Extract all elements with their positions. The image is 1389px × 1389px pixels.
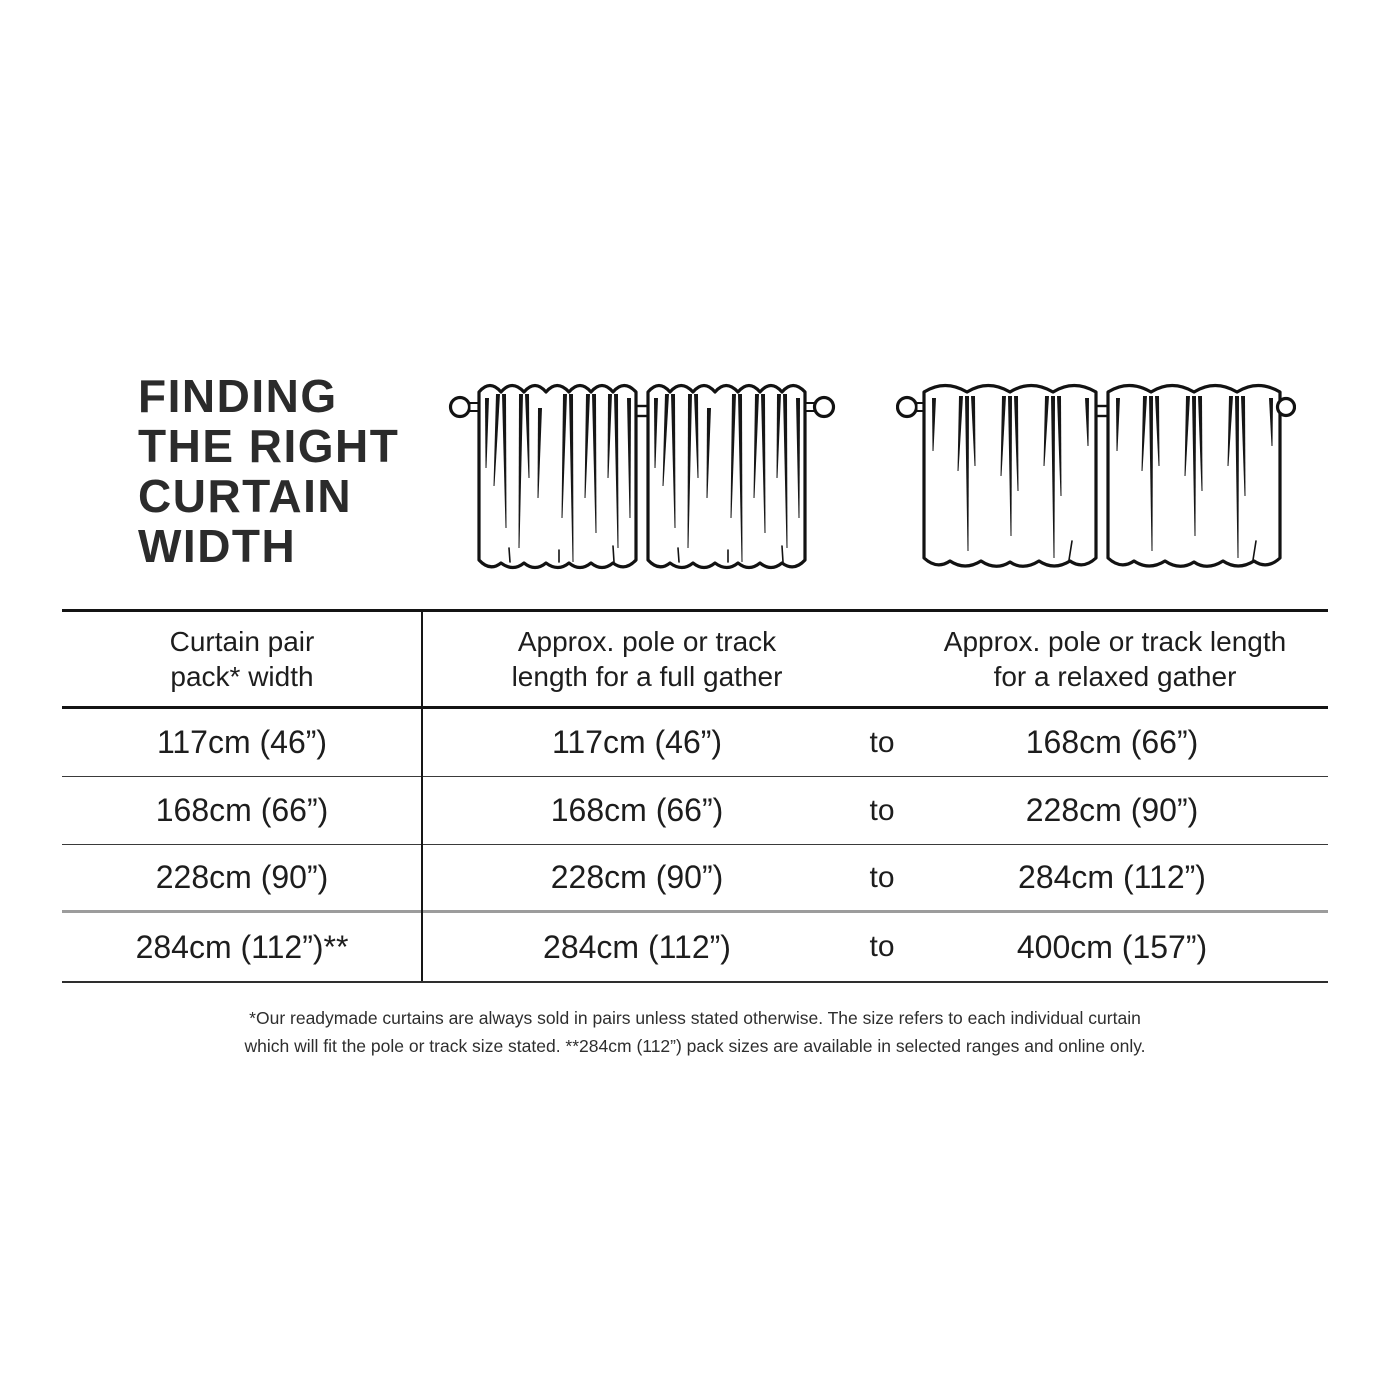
full-gather-curtain-illustration: [448, 376, 836, 581]
full-gather-value: 117cm (46”): [551, 724, 723, 760]
to-label: to: [869, 860, 895, 894]
header-full-gather: Approx. pole or track length for a full gather: [511, 626, 783, 692]
pole-finial-right: [1278, 399, 1295, 416]
pack-width-value: 228cm (90”): [155, 859, 329, 895]
header-pack-width: Curtain pair pack* width: [169, 626, 315, 692]
relaxed-gather-value: 228cm (90”): [1025, 792, 1199, 828]
title-line: THE RIGHT: [138, 420, 400, 472]
full-gather-value: 228cm (90”): [550, 859, 724, 895]
footnote-line: which will fit the pole or track size stated. **284cm (112”) pack sizes are available in selected ranges and online only.: [244, 1036, 1146, 1056]
footnote: [62, 1004, 1328, 1060]
table-row: [62, 777, 1328, 845]
pole-finial-right: [815, 398, 834, 417]
header-relaxed-gather: Approx. pole or track length for a relaxed gather: [943, 626, 1287, 692]
page-title: [138, 371, 399, 571]
pack-width-value: 117cm (46”): [156, 724, 328, 760]
relaxed-gather-value: 284cm (112”): [1018, 859, 1206, 895]
title-line: CURTAIN: [138, 470, 353, 522]
pack-width-value: 168cm (66”): [155, 792, 329, 828]
pole-finial-left: [451, 398, 470, 417]
table-header-row: [62, 612, 1328, 709]
table-row: [62, 913, 1328, 981]
pack-width-value: 284cm (112”)**: [135, 928, 349, 965]
relaxed-gather-curtain-illustration: [896, 374, 1296, 579]
title-line: WIDTH: [138, 520, 297, 572]
full-gather-value: 284cm (112”): [543, 928, 731, 965]
relaxed-gather-value: 400cm (157”): [1016, 928, 1208, 965]
footnote-line: *Our readymade curtains are always sold in pairs unless stated otherwise. The size refers to each individual curtain: [249, 1008, 1141, 1028]
to-label: to: [869, 725, 895, 759]
table-row: [62, 845, 1328, 913]
curtain-size-table: [62, 609, 1328, 983]
full-gather-value: 168cm (66”): [550, 792, 724, 828]
title-line: FINDING: [138, 370, 338, 422]
pole-finial-left: [898, 398, 917, 417]
to-label: to: [869, 930, 895, 963]
relaxed-gather-value: 168cm (66”): [1025, 724, 1199, 760]
to-label: to: [869, 793, 895, 827]
table-row: [62, 709, 1328, 777]
table-column-divider: [421, 612, 423, 981]
